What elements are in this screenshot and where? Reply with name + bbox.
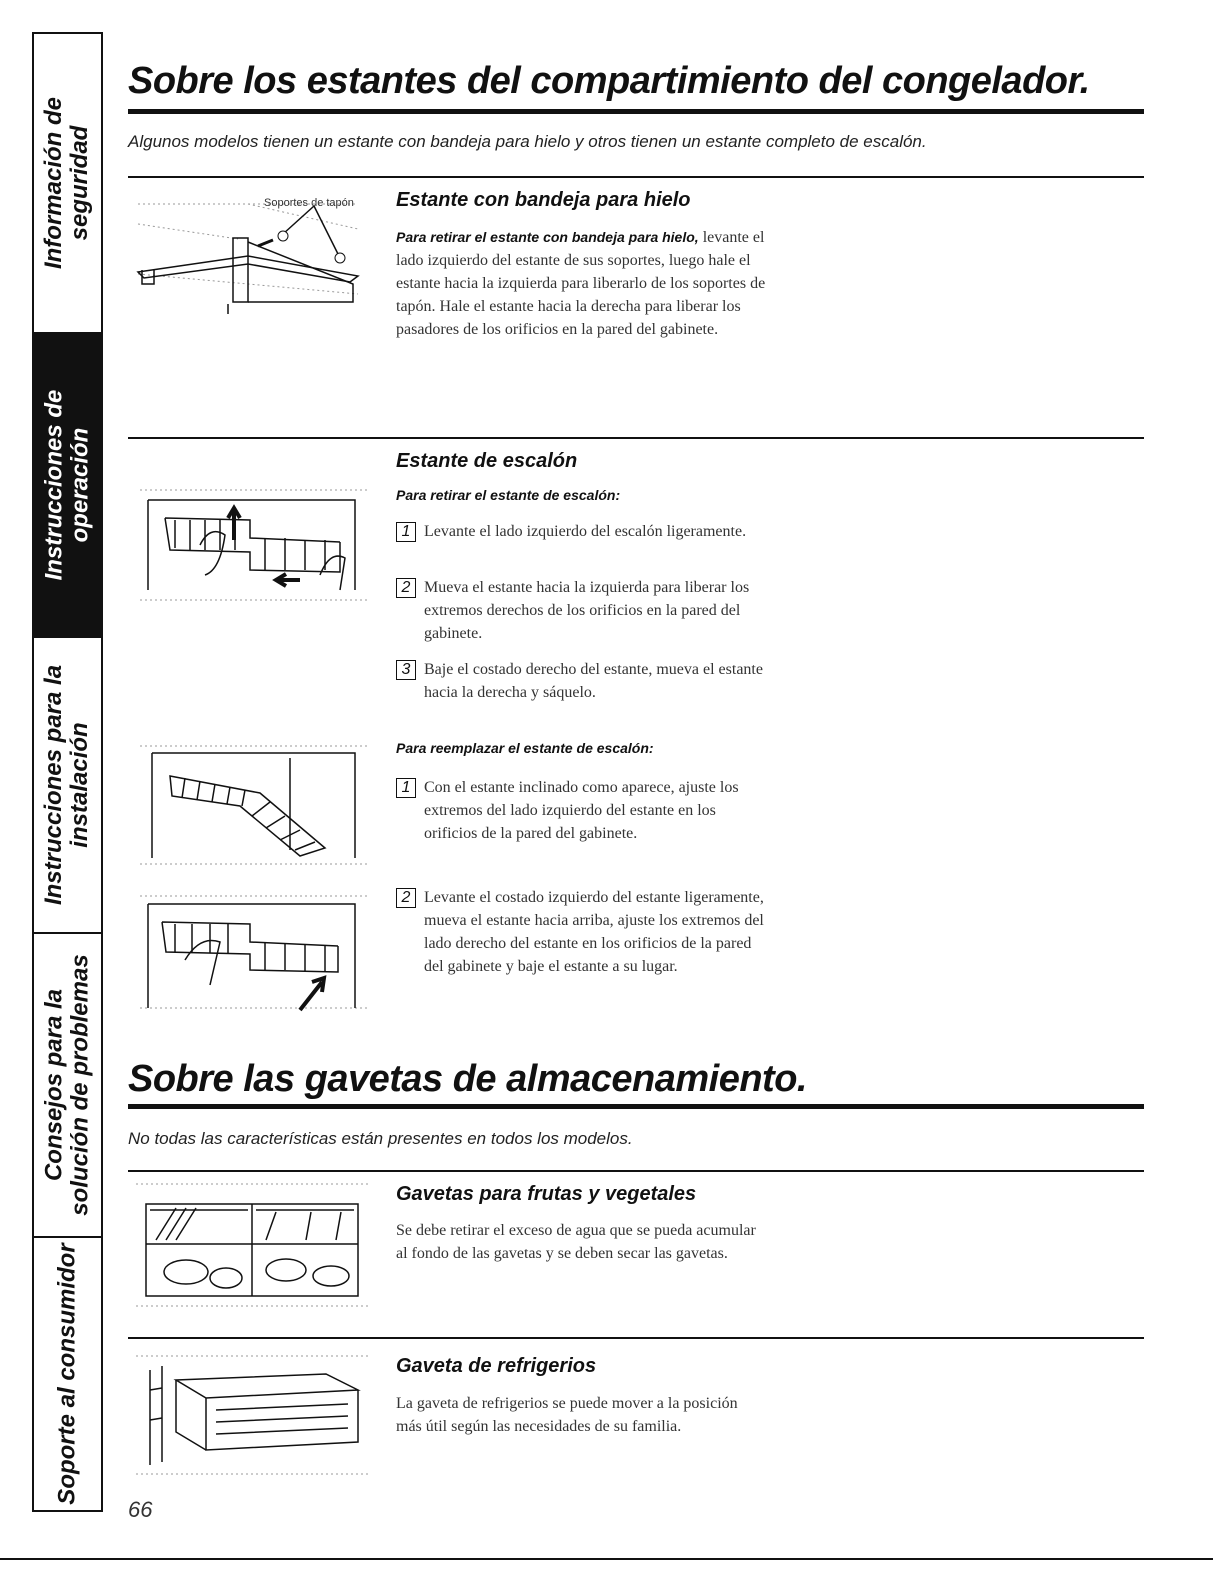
snack-drawer-title: Gaveta de refrigerios [396,1355,597,1377]
drawers-intro: No todas las características están presentes en todos los modelos. [128,1129,633,1148]
tab-label: Consejos para la solución de problemas [40,954,94,1216]
step-text: Levante el costado izquierdo del estante ligeramente, mueva el estante hacia arriba, ajuste los extremos del lado derecho del estante en los orificios de la pared del gabinete y baje el estante a su lugar. [424,889,764,975]
ice-tray-shelf-illustration [128,184,368,324]
tab-troubleshooting-tips[interactable] [34,934,101,1238]
remove-step-shelf-heading: Para retirar el estante de escalón: [396,487,621,503]
divider [128,176,1144,178]
step-number: 1 [396,522,416,542]
side-navigation [32,32,103,1512]
title-rule [128,109,1144,114]
divider [128,1170,1144,1172]
step-shelf-installation-illustration [140,890,368,1014]
divider [128,1337,1144,1339]
tab-label: Instrucciones de operación [40,389,94,581]
crisper-drawers-illustration [136,1180,368,1310]
tab-consumer-support[interactable] [34,1238,101,1510]
step-shelf-tilted-illustration [140,738,368,870]
tab-label: Instrucciones para la instalación [40,664,94,906]
bottom-rule [0,1558,1213,1560]
step-shelf-title: Estante de escalón [396,450,578,472]
tab-installation-instructions[interactable] [34,638,101,934]
tab-operating-instructions[interactable] [34,334,101,638]
step-number: 1 [396,778,416,798]
tab-label: Información de seguridad [40,96,94,270]
page-number: 66 [128,1497,153,1522]
ice-tray-shelf-title: Estante con bandeja para hielo [396,189,691,211]
storage-drawers-title: Sobre las gavetas de almacenamiento. [128,1058,807,1100]
title-rule [128,1104,1144,1109]
snack-drawer-illustration [136,1350,368,1480]
tab-safety-information[interactable] [34,34,101,334]
step-number: 2 [396,888,416,908]
crisper-drawers-title: Gavetas para frutas y vegetales [396,1183,697,1205]
freezer-intro: Algunos modelos tienen un estante con bandeja para hielo y otros tienen un estante completo de escalón. [128,132,927,151]
divider [128,437,1144,439]
step-text: Levante el lado izquierdo del escalón ligeramente. [424,523,747,540]
step-number: 2 [396,578,416,598]
ice-tray-shelf-instructions [396,226,766,341]
ice-tray-lead: Para retirar el estante con bandeja para hielo, [396,229,699,245]
ice-tray-body: levante el lado izquierdo del estante de sus soportes, luego hale el estante hacia la izquierda para liberarlo de los soportes de tapón. Hale el estante hacia la derecha para liberar los pasadores de los orificios en la pared del gabinete. [396,229,766,338]
step-number: 3 [396,660,416,680]
plug-supports-label: Soportes de tapón [264,197,354,209]
step-text: Mueva el estante hacia la izquierda para liberar los extremos derechos de los orificios en la pared del gabinete. [424,579,750,642]
tab-label: Soporte al consumidor [53,1243,81,1505]
step-text: Baje el costado derecho del estante, mueva el estante hacia la derecha y sáquelo. [424,661,763,701]
crisper-drawers-body: Se debe retirar el exceso de agua que se pueda acumular al fondo de las gavetas y se deben secar las gavetas. [396,1222,756,1262]
snack-drawer-body: La gaveta de refrigerios se puede mover a la posición más útil según las necesidades de su familia. [396,1395,738,1435]
step-text: Con el estante inclinado como aparece, ajuste los extremos del lado izquierdo del estante en los orificios de la pared del gabinete. [424,779,739,842]
freezer-shelves-title: Sobre los estantes del compartimiento del congelador. [128,60,1090,102]
replace-step-shelf-heading: Para reemplazar el estante de escalón: [396,740,654,756]
step-shelf-removal-illustration [140,480,368,608]
